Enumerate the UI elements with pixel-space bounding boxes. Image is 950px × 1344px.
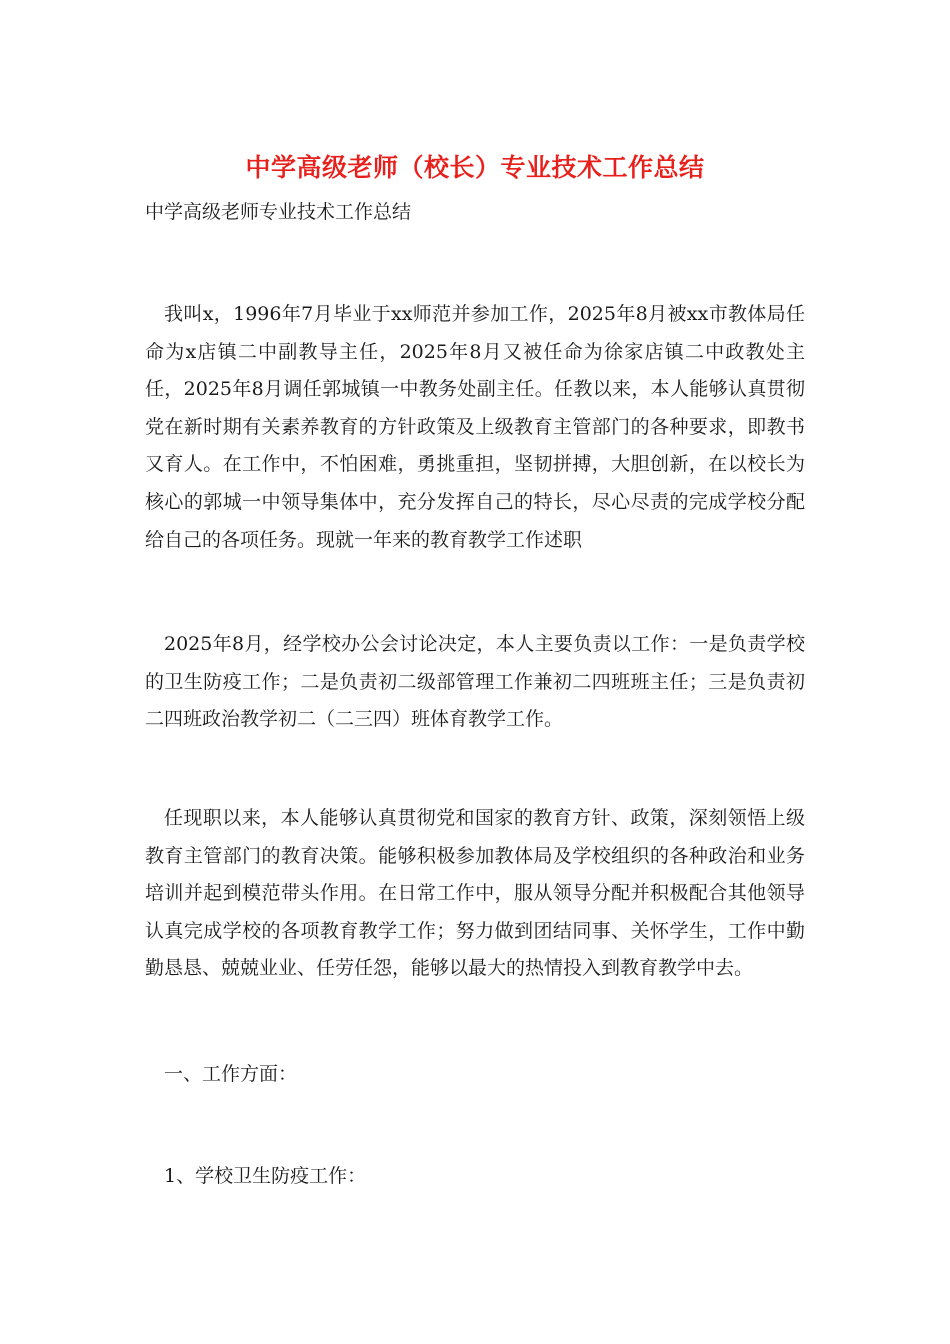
paragraph-intro: 我叫x，1996年7月毕业于xx师范并参加工作，2025年8月被xx市教体局任命为x店镇二中副教导主任，2025年8月又被任命为徐家店镇二中政教处主任，2025年8月调任郭城镇一中教务处副主任。任教以来，本人能够认真贯彻党在新时期有关素养教育的方针政策及上级教育主管部门的各种要求，即教书又育人。在工作中，不怕困难，勇挑重担，坚韧拼搏，大胆创新，在以校长为核心的郭城一中领导集体中，充分发挥自己的特长，尽心尽责的完成学校分配给自己的各项任务。现就一年来的教育教学工作述职 bbox=[145, 303, 805, 551]
paragraph-duties: 2025年8月，经学校办公会讨论决定，本人主要负责以工作：一是负责学校的卫生防疫工作；二是负责初二级部管理工作兼初二四班班主任；三是负责初二四班政治教学初二（二三四）班体育教学工作。 bbox=[145, 633, 805, 731]
document-title: 中学高级老师（校长）专业技术工作总结 bbox=[245, 153, 705, 182]
paragraph-conduct: 任现职以来，本人能够认真贯彻党和国家的教育方针、政策，深刻领悟上级教育主管部门的教育决策。能够积极参加教体局及学校组织的各种政治和业务培训并起到模范带头作用。在日常工作中，服从领导分配并积极配合其他领导认真完成学校的各项教育教学工作；努力做到团结同事、关怀学生，工作中勤勤恳恳、兢兢业业、任劳任怨，能够以最大的热情投入到教育教学中去。 bbox=[145, 807, 805, 980]
document-subtitle: 中学高级老师专业技术工作总结 bbox=[145, 201, 412, 223]
subsection-heading-hygiene: 1、学校卫生防疫工作： bbox=[164, 1165, 367, 1187]
section-heading-work: 一、工作方面： bbox=[164, 1063, 298, 1085]
